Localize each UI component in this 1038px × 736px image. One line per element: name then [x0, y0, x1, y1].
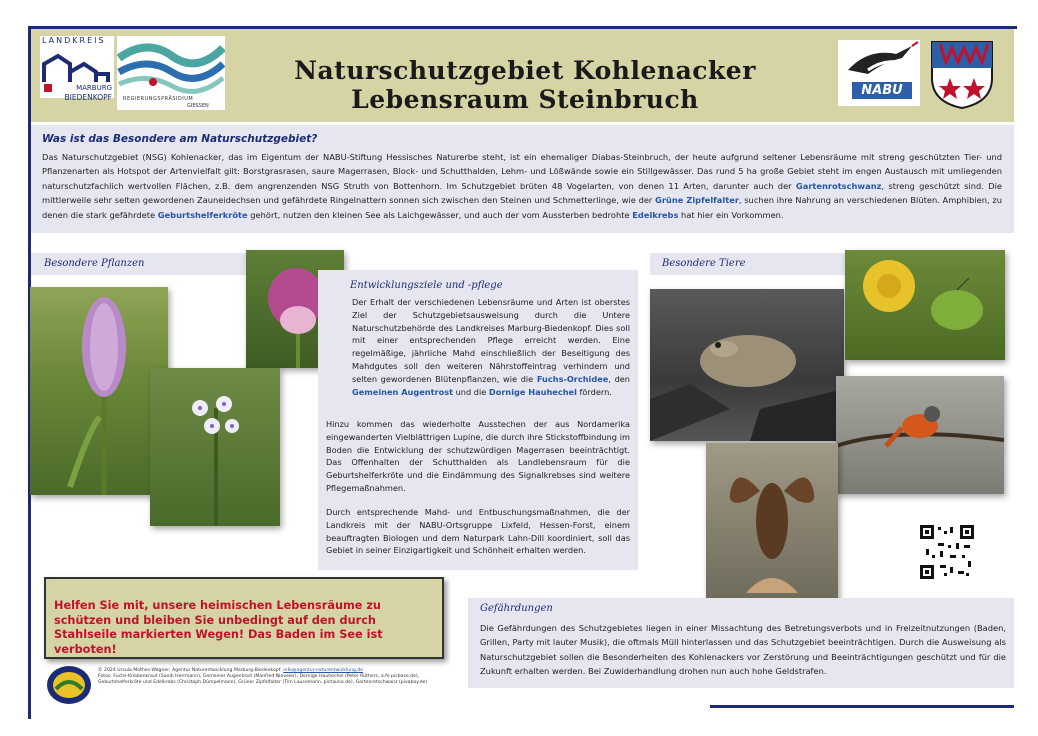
- highlight-geburtshelferkroete: Geburtshelferkröte: [157, 209, 248, 220]
- development-heading: Entwicklungsziele und -pflege: [350, 280, 503, 291]
- development-text-1: Der Erhalt der verschiedenen Lebensräume und Arten ist oberstes Ziel der Schutzgebietsausweisung durch die Untere Naturschutzbehörde des Landkreises Marburg-Biedenkopf. Dies soll mit einer entsprechenden Pflege erreicht werden. Eine regelmäßige, jährliche Mahd einschließlich der Beseitigung des Mahdgutes soll den weiteren Nährstoffeintrag verhindern und selten gewordenen Blütenpflanzen, wie die: [352, 297, 630, 384]
- development-paragraph-3: Durch entsprechende Mahd- und Entbuschungsmaßnahmen, die der Landkreis mit der NABU-Ortsgruppe Lixfeld, Hessen-Forst, einem beauftragten Biologen und dem Naturpark Lahn-Dill koordiniert, soll das Gebiet in seiner Einzigartigkeit und Schönheit erhalten werden.: [326, 507, 630, 556]
- intro-text-1: Das Naturschutzgebiet (NSG) Kohlenacker, das im Eigentum der NABU-Stiftung Hessisches Naturerbe steht, ist ein ehemaliger Diabas-Steinbruch, der heute aufgrund seltener Lebensräume mit streng geschützten Tier- und Pflanzenarten als Hotspot der Artenvielfalt gilt: Borstgrasrasen, saure Magerrasen, Block- und Schutthalden, Lehm- und Lößwände sowie ein Stillgewässer. Das rund 5 ha große Gebiet steht im engen Austausch mit umliegenden naturschutzfachlich wertvollen Flächen, z.B. dem angrenzenden NSG Struth von Bottenhorn. Im Schutzgebiet brüten 48 Vogelarten, von denen 11 Arten, darunter auch der: [42, 152, 1002, 191]
- development-paragraph-1: [352, 296, 630, 398]
- intro-text-5: hat hier ein Vorkommen.: [678, 209, 784, 220]
- development-paragraph-2: Hinzu kommen das wiederholte Ausstechen der aus Nordamerika eingewanderten Vielblättrigen Lupine, die durch ihre Stickstoffbindung im Boden die Entwicklung der schutzwürdigen Magerrasen beeinträchtigt. Das Offenhalten der Schutthalden als Landlebensraum für die Geburtshelferkröte und die Eindämmung des Signalkrebses sind weitere Pflegemaßnahmen.: [326, 419, 630, 493]
- nabu-logo: [838, 40, 920, 106]
- credits-photo-sources: Fotos: Fuchs-Knabenkraut (Sandi Herrmann), Gemeiner Augentrost (Manfred Nieveler), Dornige Hauhechel (Peter Rüthers, a.fe picbase.de), Geburtshelferkröte und Edelkrebs (Christoph Dümpelmann), Grüner Zipfelfalter (Tim Lausemann, pictauna.de), Gartenrotschwanz (pixabay.de): [98, 674, 428, 685]
- highlight-augentrost: Gemeinen Augentrost: [352, 386, 453, 397]
- regierungspraesidium-logo: [117, 36, 225, 110]
- coat-of-arms-icon: [926, 38, 998, 110]
- intro-paragraph: [42, 150, 1002, 222]
- redstart-bird-icon: [836, 376, 1004, 494]
- rp-logo-city: GIESSEN: [187, 103, 209, 109]
- qr-code[interactable]: [920, 525, 974, 579]
- orchid-photo: [30, 287, 168, 495]
- animals-heading: Besondere Tiere: [662, 258, 746, 269]
- seal-shape: [46, 665, 92, 705]
- bottom-rule: [710, 705, 1014, 708]
- toad-photo: [650, 289, 844, 441]
- highlight-fuchs-orchidee: Fuchs-Orchidee: [536, 373, 609, 384]
- nabu-wordmark: NABU: [852, 82, 912, 99]
- credits-copyright: © 2024 Ursula Mothes-Wagner, Agentur Naturentwicklung Marburg-Biedenkopf,: [98, 668, 284, 673]
- redstart-photo: [836, 376, 1004, 494]
- crest-shape: [926, 38, 998, 110]
- development-text-2: , den: [608, 373, 630, 384]
- crayfish-photo: [706, 443, 838, 605]
- butterfly-photo: [845, 250, 1005, 360]
- page-subtitle: Lebensraum Steinbruch: [351, 85, 699, 114]
- landkreis-district: BIEDENKOPF: [64, 93, 112, 102]
- toad-icon: [650, 289, 844, 441]
- landkreis-logo-text: LANDKREIS: [42, 36, 106, 45]
- intro-text-4: gehört, nutzen den kleinen See als Laichgewässer, und auch der vom Aussterben bedrohte: [247, 209, 633, 220]
- threats-text: Die Gefährdungen des Schutzgebietes liegen in einer Missachtung des Betretungsverbots und in Freizeitnutzungen (Baden, Grillen, Party mit lauter Musik), die oftmals Müll hinterlassen und das Schutzgebiet beeinträchtigen. Durch die Ausweisung als Naturschutzgebiet sollen die Besonderheiten des Kohlenackers vor Zerstörung und Beeinträchtigungen geschützt und für die Zukunft erhalten werden. Bei Zuwiderhandlung drohen nun auch hohe Geldstrafen.: [480, 623, 1006, 676]
- intro-heading: Was ist das Besondere am Naturschutzgebiet?: [42, 133, 318, 145]
- naturpark-seal-icon: [46, 665, 92, 705]
- page-title: Naturschutzgebiet Kohlenacker: [294, 56, 756, 85]
- butterfly-icon: [845, 250, 1005, 360]
- stork-icon: [838, 40, 920, 84]
- augentrost-flower-icon: [150, 368, 280, 526]
- orchid-icon: [30, 287, 168, 495]
- highlight-edelkrebs: Edelkrebs: [632, 209, 679, 220]
- augentrost-photo: [150, 368, 280, 526]
- landkreis-city: MARBURG: [76, 84, 112, 92]
- warning-text: Helfen Sie mit, unsere heimischen Lebensräume zu schützen und bleiben Sie unbedingt auf den durch Stahlseile markierten Wegen! Das Baden im See ist verboten!: [54, 599, 383, 656]
- rp-logo-text: REGIERUNGSPRÄSIDIUM: [123, 96, 194, 102]
- intro-text-2: , streng geschützt sind. Die mittlerweile sehr selten gewordenen Zauneidechsen und gefährdete Ringelnattern sonnen sich zwischen den Steinen und Schmetterlinge, wie der: [42, 180, 1003, 206]
- highlight-gartenrotschwanz: Gartenrotschwanz: [795, 180, 882, 191]
- landkreis-logo: [40, 36, 114, 102]
- qr-code-icon: [920, 525, 974, 579]
- threats-heading: Gefährdungen: [480, 603, 553, 614]
- development-text-4: fördern.: [576, 386, 612, 397]
- crayfish-icon: [706, 443, 838, 605]
- credits-email-link[interactable]: info@agentur-naturentwicklung.de: [283, 668, 364, 673]
- rp-wave-icon: [117, 38, 225, 96]
- highlight-hauhechel: Dornige Hauhechel: [488, 386, 577, 397]
- development-text-3: und die: [453, 386, 489, 397]
- credits: [98, 668, 458, 686]
- plants-heading: Besondere Pflanzen: [44, 258, 145, 269]
- highlight-zipfelfalter: Grüne Zipfelfalter: [655, 195, 739, 206]
- intro-text-3: , suchen ihre Nahrung an verschiedenen Blüten. Amphibien, zu denen die stark gefährdete: [42, 195, 1002, 220]
